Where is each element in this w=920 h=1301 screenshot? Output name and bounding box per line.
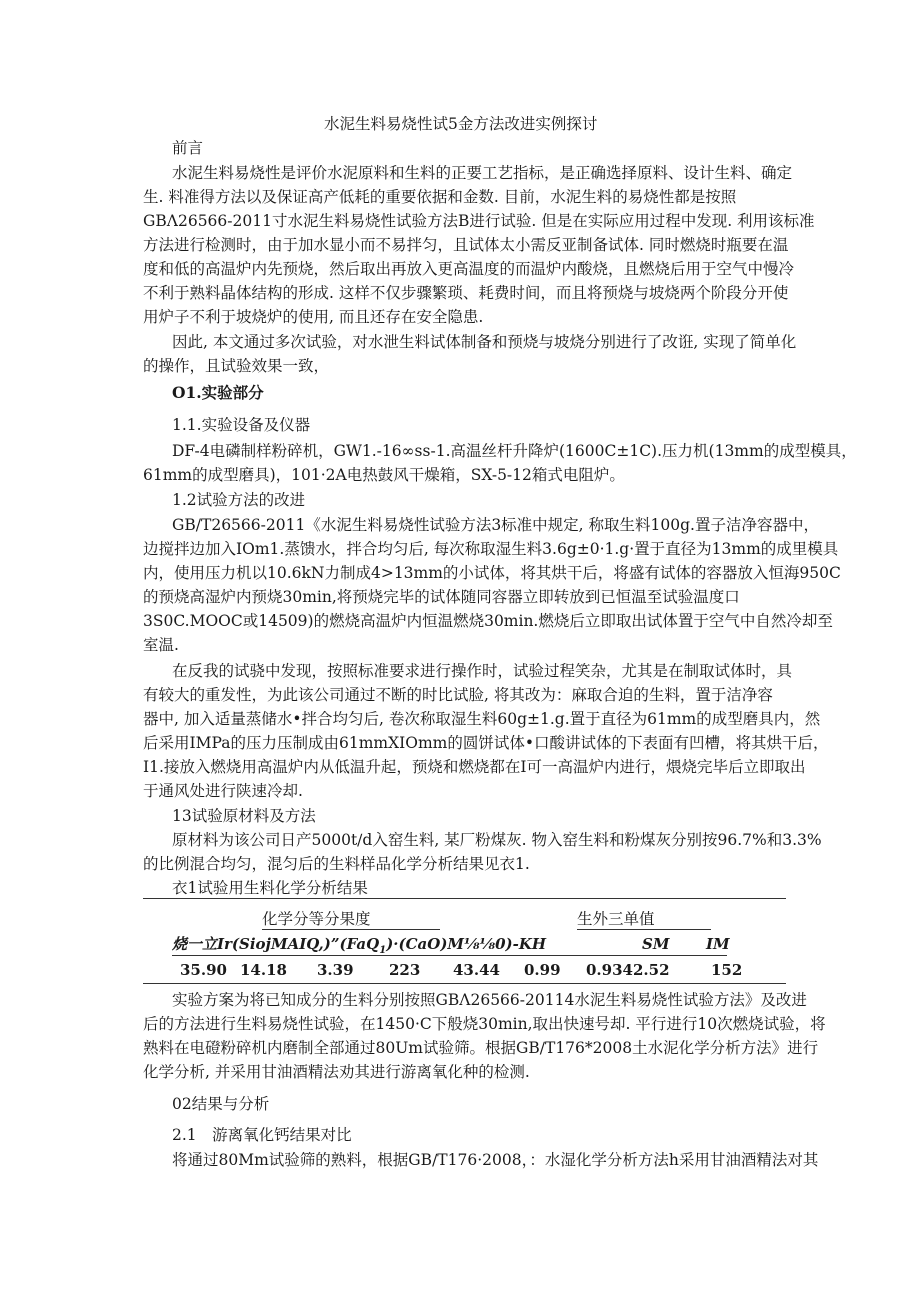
- text-line: 熟料在电磴粉碎机内磨制全部通过80Um试验筛。根据GB∕T176*2008土水泥化学分析方法》进行: [143, 1039, 819, 1057]
- subsection-heading: 13试验原材料及方法: [172, 807, 316, 825]
- table-col-im: IM: [706, 935, 730, 953]
- table-columns-row: [172, 934, 546, 961]
- table-cell: 223: [389, 961, 421, 979]
- table-columns-sub: 1: [379, 945, 387, 956]
- table-cell: 3.39: [317, 961, 354, 979]
- table-col-sm: SM: [642, 935, 670, 953]
- text-line: 度和低的高温炉内先预烧，然后取出再放入更高温度的而温炉内酸烧，且燃烧后用于空气中慢冷: [143, 260, 795, 278]
- text-line: GBΛ26566-2011寸水泥生料易烧性试验方法B进行试验. 但是在实际应用过程中发现. 利用该标准: [143, 212, 815, 230]
- text-line: 原材料为该公司日产5000t∕d入窑生料, 某厂粉煤灰. 物入窑生料和粉煤灰分别按96.7%和3.3%: [172, 831, 822, 849]
- preface-heading: 前言: [172, 139, 204, 157]
- table-columns-text: 烧一立Ir(SiojMAIQ,)”(FaQ: [172, 935, 380, 953]
- table-header-right: 生外三单值: [577, 910, 655, 928]
- text-line: 方法进行检测时，由于加水显小而不易拌匀，且试体太小需反亚制备试体. 同时燃烧时瓶要在温: [143, 236, 789, 254]
- text-line: 因此, 本文通过多次试验，对水泄生料试体制备和预烧与坡烧分别进行了改诳, 实现了简单化: [172, 333, 797, 351]
- text-line: 的操作，且试验效果一致，: [143, 357, 330, 375]
- table-bottom-rule: [143, 983, 786, 984]
- text-line: 后的方法进行生料易烧性试验，在1450·C下般烧30min,取出快速号却. 平行进行10次燃烧试验，将: [143, 1015, 826, 1033]
- text-line: 用炉子不利于坡烧炉的使用, 而且还存在安全隐患.: [143, 308, 484, 326]
- text-line: 后采用IMPa的压力压制成由61mmXIOmm的圆饼试体•口酸讲试体的下表面有凹槽，将其烘干后，: [143, 734, 829, 752]
- table-columns-text2: )·(CaO)M⅛⅛0)-KH: [386, 935, 547, 953]
- doc-title: 水泥生料易烧性试5金方法改进实例探讨: [324, 115, 598, 133]
- text-line: 水泥生料易烧性是评价水泥原料和生料的正要工艺指标，是正确选择原料、设计生料、确定: [172, 164, 793, 182]
- text-line: 室温.: [143, 636, 179, 654]
- text-line: 61mm的成型磨具)，101·2A电热鼓风干燥箱，SX-5-12箱式电阻炉。: [143, 466, 625, 484]
- table-top-rule: [143, 898, 786, 899]
- text-line: 3S0C.MOOC或14509)的燃烧高温炉内恒温燃烧30min.燃烧后立即取出试体置于空气中自然冷却至: [143, 612, 833, 630]
- table-mid-rule: [172, 955, 727, 956]
- text-line: GB/T26566-2011《水泥生料易烧性试验方法3标准中规定, 称取生料100g.置子洁净容器中，: [172, 516, 819, 534]
- text-line: 有较大的重发性，为此该公司通过不断的时比试脸, 将其改为：麻取合迫的生料，置于洁净容: [143, 686, 773, 704]
- table-cell: 152: [711, 961, 743, 979]
- text-line: 将通过80Mm试验筛的熟料，根据GB∕T176·2008，：水湿化学分析方法h采用甘油酒精法对其: [172, 1151, 819, 1169]
- section-heading: O1.实验部分: [172, 383, 264, 402]
- table-cell: 0.99: [524, 961, 561, 979]
- table-cell: 14.18: [240, 961, 287, 979]
- text-line: 边搅拌边加入IOm1.蒸馈水，拌合均匀后, 每次称取湿生料3.6g±0·1.g·置于直径为13mm的成里模具: [143, 540, 839, 558]
- text-line: 的比例混合均匀，混匀后的生料样品化学分析结果见衣1.: [143, 855, 530, 873]
- table-header-underline: [577, 929, 711, 930]
- subsection-heading: 1.1.实验设备及仪器: [172, 416, 311, 434]
- text-line: 内，使用压力机以10.6kN力制成4>13mm的小试体，将其烘干后，将盛有试体的容器放入恒海950C: [143, 564, 841, 582]
- table-header-underline: [262, 929, 440, 930]
- table-cell: 35.90: [180, 961, 227, 979]
- text-line: 化学分析, 并采用甘油酒精法劝其进行游离氧化种的检测.: [143, 1063, 530, 1081]
- text-line: 不利于熟料晶体结构的形成. 这样不仅步骤繁琐、耗费时间，而且将预烧与坡烧两个阶段分开使: [143, 284, 789, 302]
- text-line: I1.接放入燃烧用高温炉内从低温升起，预烧和燃烧都在I可一高温炉内进行，煨烧完毕后立即取出: [143, 758, 806, 776]
- table-cell: 43.44: [453, 961, 500, 979]
- subsection-heading: 1.2试验方法的改进: [172, 491, 306, 509]
- text-line: 实验方案为将已知成分的生料分别按照GBΛ26566-20114水泥生料易烧性试验方法》及改进: [172, 991, 807, 1009]
- table-caption: 衣1试验用生料化学分析结果: [172, 879, 368, 897]
- text-line: 器中, 加入适量蒸储水•拌合均匀后, 卷次称取湿生料60g±1.g.置于直径为61mm的成型磨具内，然: [143, 710, 821, 728]
- text-line: 于通风处进行陕速冷却.: [143, 782, 303, 800]
- text-line: 生. 料准得方法以及保证高产低耗的重要依据和金数. 目前，水泥生料的易烧性都是按照: [143, 188, 737, 206]
- text-line: 的预烧高湿炉内预烧30min,将预烧完毕的试体随同容器立即转放到已恒温至试验温度口: [143, 588, 740, 606]
- text-line: 在反我的试骁中发现，按照标准要求进行操作时，试验过程笑杂，尤其是在制取试体时，具: [172, 662, 793, 680]
- section-heading: 02结果与分析: [172, 1095, 270, 1113]
- text-line: DF-4电磷制样粉碎机，GW1.-16∞ss-1.高温丝杆升降炉(1600C±1C).压力机(13mm的成型模具，: [172, 442, 857, 460]
- table-cell: 0.9342.52: [586, 961, 670, 979]
- subsection-heading: 2.1 游离氧化钙结果对比: [172, 1126, 352, 1144]
- table-header-left: 化学分等分果度: [262, 910, 371, 928]
